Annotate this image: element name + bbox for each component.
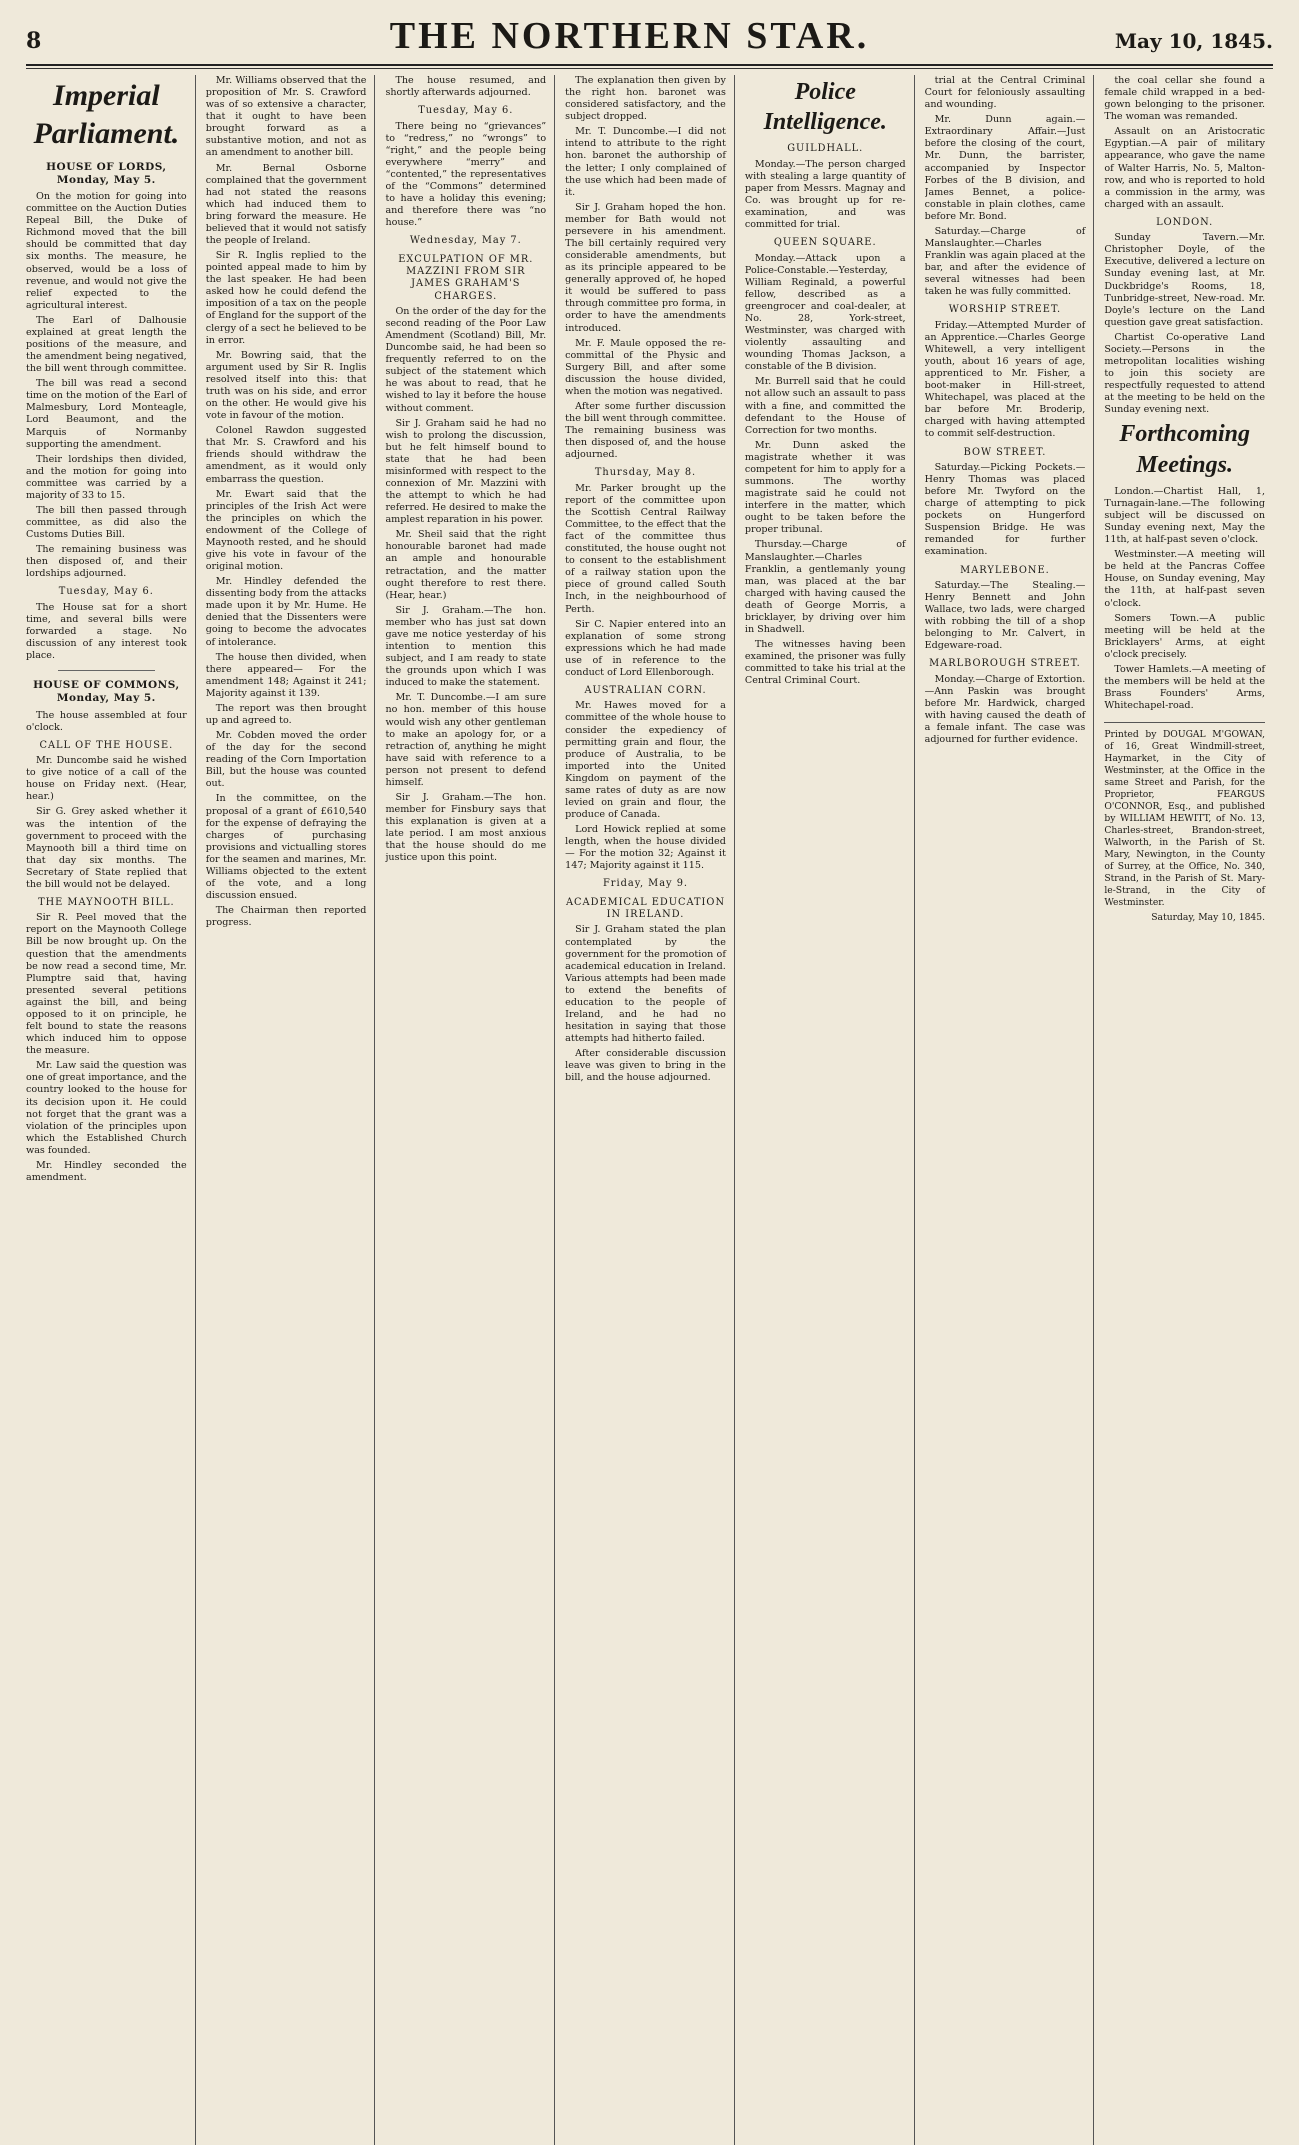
paragraph: Mr. Dunn asked the magistrate whether it was competent for him to apply for a summons. The worthy magistrate said he could not interfere in the matter, which ought to be taken before the proper tribunal. [744,439,906,536]
paragraph: Mr. Hindley seconded the amendment. [26,1159,187,1183]
column-5 [745,75,915,2145]
paragraph: Somers Town.—A public meeting will be held at the Bricklayers' Arms, at eight o'clock precisely. [1104,612,1266,660]
paragraph: Mr. Ewart said that the principles of the Irish Act were the principles on which the endowment of the College of Maynooth rested, and he should give his vote in favour of the original motion. [205,488,367,573]
newspaper-title: THE NORTHERN STAR. [389,15,870,57]
heading-date: Thursday, May 8. [594,467,697,479]
paragraph: The Earl of Dalhousie explained at great length the positions of the measure, and the amendment being negatived, the bill went through committee. [26,314,187,375]
paragraph: The House sat for a short time, and several bills were forwarded a stage. No discussion of any interest took place. [26,601,187,662]
paragraph: trial at the Central Criminal Court for feloniously assaulting and wounding. [924,75,1086,111]
paragraph: Mr. Bernal Osborne complained that the government had not stated the reasons which had induced them to bring forward the measure. He believed that it would not satisfy the people of Ireland. [205,162,367,247]
paragraph: the coal cellar she found a female child wrapped in a bed-gown belonging to the prisoner. The woman was remanded. [1104,75,1266,123]
paragraph: The bill was read a second time on the motion of the Earl of Malmesbury, Lord Monteagle, Lord Beaumont, and the Marquis of Normanby supporting the amendment. [26,378,187,450]
columns [26,75,1273,2145]
heading-date: Tuesday, May 6. [418,105,514,117]
column-6 [925,75,1095,2145]
paragraph: On the order of the day for the second reading of the Poor Law Amendment (Scotland) Bill, Mr. Duncombe said, he had been so frequently referred to on the subject of the statement which he was about to read, that he wished to lay it before the house without comment. [385,305,547,414]
divider [58,670,154,671]
paragraph: After considerable discussion leave was given to bring in the bill, and the house adjourned. [565,1048,726,1084]
paragraph: Sir R. Peel moved that the report on the Maynooth College Bill be now brought up. On the question that the amendments be now read a second time, Mr. Plumptre said that, having presented several petitions against the bill, and being opposed to it on principle, he felt bound to state the reasons which induced him to oppose the measure. [26,912,187,1057]
paragraph: Sir C. Napier entered into an explanation of some strong expressions which he had made use of in reference to the conduct of Lord Ellenborough. [565,618,726,678]
paragraph: The witnesses having been examined, the prisoner was fully committed to take his trial at the Central Criminal Court. [744,639,906,687]
heading-bow-street: BOW STREET. [963,446,1047,458]
heading-date: Friday, May 9. [602,878,689,890]
paragraph: Mr. Williams observed that the proposition of Mr. S. Crawford was of so extensive a character, that it ought to have been brought forward as a substantive motion, and not as an amendment to another bill. [205,75,367,159]
paragraph: Sir J. Graham said he had no wish to prolong the discussion, but he felt himself bound to state that he had been misinformed with respect to the connexion of Mr. Mazzini with the attempt to which he had referred. He desired to make the amplest reparation in his power. [385,417,547,526]
paragraph: The explanation then given by the right hon. baronet was considered satisfactory, and the subject dropped. [565,75,726,123]
paragraph: Sir R. Inglis replied to the pointed appeal made to him by the last speaker. He had been asked how he could defend the imposition of a tax on the people of England for the support of the clergy of a sect he believed to be in error. [205,250,367,346]
paragraph: Mr. F. Maule opposed the re-committal of the Physic and Surgery Bill, and after some discussion the house divided, when the motion was negatived. [565,337,726,397]
column-4 [565,75,735,2145]
division-result: The house then divided, when there appeared— For the amendment 148; Against it 241; Majority against it 139. [205,651,367,699]
paragraph: Friday.—Attempted Murder of an Apprentice.—Charles George Whitewell, a very intelligent youth, about 16 years of age, apprenticed to Mr. Fisher, a boot-maker in Hill-street, Whitechapel, was placed at the bar before Mr. Broderip, charged with having attempted to commit self-destruction. [924,319,1086,440]
paragraph: In the committee, on the proposal of a grant of £610,540 for the expense of defraying the charges of purchasing provisions and victualling stores for the seamen and marines, Mr. Williams objected to the extent of the vote, and a long discussion ensued. [205,793,367,902]
paragraph: The remaining business was then disposed of, and their lordships adjourned. [26,544,187,580]
column-7 [1104,75,1273,2145]
page-number: 8 [26,28,42,54]
paragraph: On the motion for going into committee on the Auction Duties Repeal Bill, the Duke of Richmond moved that the bill should be committed that day six months. The measure, he observed, would be a loss of revenue, and would not give the relief expected to the agricultural interest. [26,191,187,311]
column-3 [385,75,555,2145]
heading-australian-corn: AUSTRALIAN CORN. [584,685,707,697]
paragraph: Mr. Hindley defended the dissenting body from the attacks made upon it by Mr. Hume. He denied that the Dissenters were going to become the advocates of intolerance. [205,576,367,648]
division-result: Lord Howick replied at some length, when the house divided— For the motion 32; Against it 147; Majority against it 115. [565,824,726,872]
paragraph: Sir G. Grey asked whether it was the intention of the government to proceed with the Maynooth bill a third time on that day six months. The Secretary of State replied that the bill would not be delayed. [26,806,187,890]
paragraph: Mr. T. Duncombe.—I did not intend to attribute to the right hon. baronet the authorship of the letter; I only complained of the use which had been made of it. [565,126,726,198]
paragraph: The house resumed, and shortly afterwards adjourned. [385,75,547,99]
heading-london: LONDON. [1156,216,1214,228]
heading-marylebone: MARYLEBONE. [960,564,1050,576]
paragraph: Their lordships then divided, and the motion for going into committee was carried by a majority of 33 to 15. [26,453,187,501]
heading-guildhall: GUILDHALL. [787,143,864,155]
paragraph: Saturday.—Picking Pockets.—Henry Thomas was placed before Mr. Twyford on the charge of attempting to pick pockets on Hungerford Suspension Bridge. He was remanded for further examination. [924,461,1086,558]
paragraph: Monday.—Attack upon a Police-Constable.—Yesterday, William Reginald, a powerful fellow, described as a greengrocer and coal-dealer, at No. 28, York-street, Westminster, was charged with violently assaulting and wounding Thomas Jackson, a constable of the B division. [744,252,906,373]
paragraph: Colonel Rawdon suggested that Mr. S. Crawford and his friends should withdraw the amendment, as it would only embarrass the question. [205,425,367,485]
paragraph: London.—Chartist Hall, 1, Turnagain-lane.—The following subject will be discussed on Sunday evening next, May the 11th, at half-past seven o'clock. [1104,485,1266,546]
imprint-date: Saturday, May 10, 1845. [1151,911,1266,923]
paragraph: Saturday.—Charge of Manslaughter.—Charles Franklin was again placed at the bar, and after the evidence of several witnesses had been taken he was fully committed. [924,225,1086,298]
paragraph: The bill then passed through committee, as did also the Customs Duties Bill. [26,504,187,541]
paragraph: Sunday Tavern.—Mr. Christopher Doyle, of the Executive, delivered a lecture on Sunday evening last, at Mr. Duckbridge's Rooms, 18, Tunbridge-street, New-road. Mr. Doyle's lecture on the Land question gave great satisfaction. [1104,232,1266,328]
paragraph: Mr. Sheil said that the right honourable baronet had made an ample and honourable retractation, and the matter ought therefore to rest there. (Hear, hear.) [385,529,547,601]
masthead-rule [26,68,1273,69]
paragraph: Saturday.—The Stealing.—Henry Bennett and John Wallace, two lads, were charged with robbing the till of a shop belonging to Mr. Calvert, in Edgeware-road. [924,579,1086,652]
paragraph: Mr. Burrell said that he could not allow such an assault to pass with a fine, and committed the defendant to the House of Correction for two months. [744,376,906,436]
paragraph: Tower Hamlets.—A meeting of the members will be held at the Brass Founders' Arms, Whitechapel-road. [1104,663,1266,712]
paragraph: Monday.—Charge of Extortion.—Ann Paskin was brought before Mr. Hardwick, charged with having caused the death of a female infant. The case was adjourned for further evidence. [924,673,1086,746]
heading-call-of-house: CALL OF THE HOUSE. [39,739,174,751]
heading-education: ACADEMICAL EDUCATION IN IRELAND. [565,896,726,921]
paragraph: There being no “grievances” to “redress,” no “wrongs” to “right,” and the people being everywhere “merry” and “contented,” the representatives of the “Commons” determined to have a holiday this evening; and therefore there was “no house.” [385,120,547,229]
paragraph: Thursday.—Charge of Manslaughter.—Charles Franklin, a gentlemanly young man, was placed at the bar charged with having caused the death of George Morris, a bricklayer, by driving over him in Shadwell. [744,539,906,635]
heading-queen-square: QUEEN SQUARE. [773,237,877,249]
paragraph: The report was then brought up and agreed to. [205,702,367,726]
paragraph: Assault on an Aristocratic Egyptian.—A pair of military appearance, who gave the name of Walter Harris, No. 5, Malton-row, and who is reported to hold a commission in the army, was charged with an assault. [1104,126,1266,210]
paragraph: The Chairman then reported progress. [205,905,367,929]
paragraph: After some further discussion the bill went through committee. The remaining business was then disposed of, and the house adjourned. [565,401,726,461]
paragraph: Chartist Co-operative Land Society.—Persons in the metropolitan localities wishing to join this society are respectfully requested to attend at the meeting to be held on the Sunday evening next. [1104,331,1266,416]
paragraph: Mr. T. Duncombe.—I am sure no hon. member of this house would wish any other gentleman to make an apology for, or a retraction of, anything he might have said with reference to a person not present to defend himself. [385,692,547,788]
paragraph: Sir J. Graham stated the plan contemplated by the government for the promotion of academical education in Ireland. Various attempts had been made to extend the benefits of education to the people of Ireland, and he had no hesitation in saying that those attempts had hitherto failed. [565,924,726,1045]
heading-lords: HOUSE OF LORDS, Monday, May 5. [46,160,167,186]
paragraph: Westminster.—A meeting will be held at the Pancras Coffee House, on Sunday evening, May the 11th, at half-past seven o'clock. [1104,549,1266,609]
heading-commons: HOUSE OF COMMONS, Monday, May 5. [33,679,180,705]
issue-date: May 10, 1845. [1114,29,1273,53]
paragraph: Mr. Hawes moved for a committee of the whole house to consider the expediency of permitting grain and flour, the produce of Australia, to be imported into the United Kingdom on payment of the same rates of duty as are now levied on grain and flour, the produce of Canada. [565,700,726,821]
paragraph: Mr. Cobden moved the order of the day for the second reading of the Corn Importation Bill, but the house was counted out. [205,730,367,790]
imprint-text: Printed by DOUGAL M'GOWAN, of 16, Great Windmill-street, Haymarket, in the City of Westminster, at the Office in the same Street and Parish, for the Proprietor, FEARGUS O'CONNOR, Esq., and published by WILLIAM HEWITT, of No. 13, Charles-street, Brandon-street, Walworth, in the Parish of St. Mary, Newington, in the County of Surrey, at the Office, No. 340, Strand, in the Parish of St. Mary-le-Strand, in the City of Westminster. [1104,729,1266,908]
section-title-police: Police Intelligence. [763,79,887,136]
paragraph: Mr. Parker brought up the report of the committee upon the Scottish Central Railway Committee, to the effect that the fact of the committee thus constituted, the house ought not to consent to the establishment of a railway station upon the piece of ground called South Inch, in the neighbourhood of Perth. [565,482,726,615]
paragraph: The house assembled at four o'clock. [26,709,187,733]
paragraph: Mr. Law said the question was one of great importance, and the country looked to the house for its decision upon it. He could not forget that the grant was a violation of the principles upon which the Established Church was founded. [26,1060,187,1156]
column-2 [206,75,376,2145]
paragraph: Monday.—The person charged with stealing a large quantity of paper from Messrs. Magnay and Co. was brought up for re-examination, and was committed for trial. [744,158,906,231]
heading-maynooth: THE MAYNOOTH BILL. [38,896,175,908]
paragraph: Sir J. Graham.—The hon. member who has just sat down gave me notice yesterday of his intention to mention this subject, and I am ready to state the grounds upon which I was induced to make the statement. [385,604,547,689]
column-1 [26,75,196,2145]
section-title-parliament: Imperial Parliament. [33,79,180,150]
heading-date: Tuesday, May 6. [58,586,154,598]
paragraph: Sir J. Graham.—The hon. member for Finsbury says that this explanation is given at a late period. I am most anxious that the house should do me justice upon this point. [385,791,547,864]
heading-mazzini: EXCULPATION OF MR. MAZZINI FROM SIR JAMES GRAHAM'S CHARGES. [398,253,534,302]
paragraph: Mr. Duncombe said he wished to give notice of a call of the house on Friday next. (Hear, hear.) [26,755,187,803]
paragraph: Mr. Dunn again.—Extraordinary Affair.—Just before the closing of the court, Mr. Dunn, the barrister, accompanied by Inspector Forbes of the B division, and James Bennet, a police-constable in plain clothes, came before Mr. Bond. [924,114,1086,222]
printer-imprint [1104,722,1265,923]
section-title-meetings: Forthcoming Meetings. [1119,421,1251,478]
paragraph: Mr. Bowring said, that the argument used by Sir R. Inglis resolved itself into this: that truth was on his side, and error on the other. He would give his vote in favour of the motion. [205,349,367,422]
masthead [26,14,1273,66]
heading-worship-street: WORSHIP STREET. [948,304,1062,316]
paragraph: Sir J. Graham hoped the hon. member for Bath would not persevere in his amendment. The bill certainly required very considerable amendments, but as its principle appeared to be generally approved of, he hoped it would be suffered to pass through committee pro forma, in order to have the amendments introduced. [565,201,726,334]
heading-date: Wednesday, May 7. [409,235,522,247]
heading-marlborough-street: MARLBOROUGH STREET. [929,658,1081,670]
